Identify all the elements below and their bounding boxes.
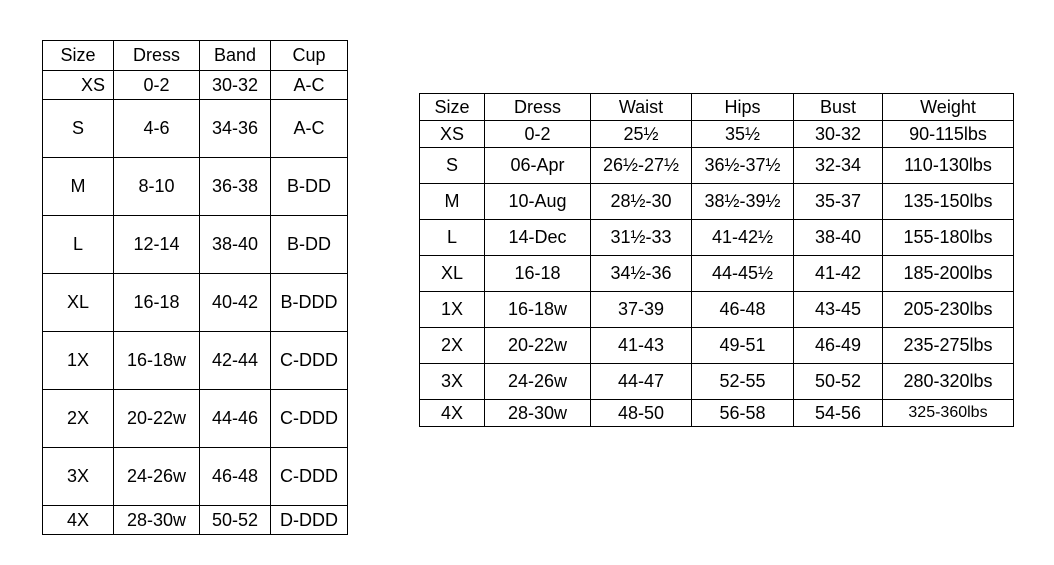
cell-weight: 205-230lbs xyxy=(883,292,1014,328)
column-header-waist: Waist xyxy=(591,94,692,121)
cell-cup: A-C xyxy=(271,71,348,100)
cell-size: M xyxy=(420,184,485,220)
column-header-size: Size xyxy=(43,41,114,71)
cell-waist: 48-50 xyxy=(591,400,692,427)
cell-size: L xyxy=(420,220,485,256)
cell-dress: 06-Apr xyxy=(485,148,591,184)
cell-hips: 49-51 xyxy=(692,328,794,364)
cell-waist: 37-39 xyxy=(591,292,692,328)
cell-size: 4X xyxy=(420,400,485,427)
cell-size: XS xyxy=(420,121,485,148)
table-row xyxy=(420,256,1014,292)
cell-size: 1X xyxy=(43,332,114,390)
cell-size: XL xyxy=(420,256,485,292)
column-header-size: Size xyxy=(420,94,485,121)
cell-dress: 16-18 xyxy=(114,274,200,332)
cell-waist: 25½ xyxy=(591,121,692,148)
cell-hips: 36½-37½ xyxy=(692,148,794,184)
cell-dress: 0-2 xyxy=(114,71,200,100)
cell-waist: 41-43 xyxy=(591,328,692,364)
cell-dress: 20-22w xyxy=(485,328,591,364)
column-header-hips: Hips xyxy=(692,94,794,121)
cell-dress: 20-22w xyxy=(114,390,200,448)
cell-band: 38-40 xyxy=(200,216,271,274)
cell-hips: 44-45½ xyxy=(692,256,794,292)
cell-hips: 35½ xyxy=(692,121,794,148)
cell-dress: 4-6 xyxy=(114,100,200,158)
cell-band: 50-52 xyxy=(200,506,271,535)
table-row xyxy=(43,100,348,158)
cell-dress: 28-30w xyxy=(114,506,200,535)
cell-dress: 16-18w xyxy=(114,332,200,390)
column-header-band: Band xyxy=(200,41,271,71)
cell-band: 30-32 xyxy=(200,71,271,100)
column-header-weight: Weight xyxy=(883,94,1014,121)
cell-bust: 54-56 xyxy=(794,400,883,427)
table-row xyxy=(43,274,348,332)
cell-size: 4X xyxy=(43,506,114,535)
cell-dress: 28-30w xyxy=(485,400,591,427)
cell-waist: 31½-33 xyxy=(591,220,692,256)
table-row xyxy=(43,506,348,535)
cell-size: 2X xyxy=(43,390,114,448)
cell-dress: 12-14 xyxy=(114,216,200,274)
cell-band: 40-42 xyxy=(200,274,271,332)
size-chart-measurements xyxy=(419,93,1014,427)
cell-size: 1X xyxy=(420,292,485,328)
cell-cup: D-DDD xyxy=(271,506,348,535)
table-row xyxy=(43,216,348,274)
column-header-dress: Dress xyxy=(114,41,200,71)
cell-hips: 38½-39½ xyxy=(692,184,794,220)
cell-size: XS xyxy=(43,71,114,100)
cell-bust: 43-45 xyxy=(794,292,883,328)
cell-waist: 26½-27½ xyxy=(591,148,692,184)
table-row xyxy=(420,220,1014,256)
cell-bust: 41-42 xyxy=(794,256,883,292)
table-row xyxy=(43,71,348,100)
cell-bust: 50-52 xyxy=(794,364,883,400)
column-header-bust: Bust xyxy=(794,94,883,121)
cell-size: 3X xyxy=(420,364,485,400)
cell-dress: 10-Aug xyxy=(485,184,591,220)
cell-size: S xyxy=(43,100,114,158)
table-header-row xyxy=(43,41,348,71)
cell-cup: C-DDD xyxy=(271,332,348,390)
cell-weight: 155-180lbs xyxy=(883,220,1014,256)
cell-band: 44-46 xyxy=(200,390,271,448)
cell-waist: 34½-36 xyxy=(591,256,692,292)
table-row xyxy=(420,328,1014,364)
table-row xyxy=(43,332,348,390)
cell-dress: 16-18 xyxy=(485,256,591,292)
cell-size: M xyxy=(43,158,114,216)
table-row xyxy=(420,184,1014,220)
cell-weight: 280-320lbs xyxy=(883,364,1014,400)
cell-cup: C-DDD xyxy=(271,390,348,448)
column-header-cup: Cup xyxy=(271,41,348,71)
cell-size: 2X xyxy=(420,328,485,364)
cell-bust: 35-37 xyxy=(794,184,883,220)
table-row xyxy=(43,158,348,216)
cell-dress: 0-2 xyxy=(485,121,591,148)
table-row xyxy=(43,448,348,506)
table-row xyxy=(420,364,1014,400)
cell-band: 36-38 xyxy=(200,158,271,216)
cell-weight: 185-200lbs xyxy=(883,256,1014,292)
cell-bust: 46-49 xyxy=(794,328,883,364)
cell-waist: 44-47 xyxy=(591,364,692,400)
table-row xyxy=(420,400,1014,427)
cell-size: 3X xyxy=(43,448,114,506)
cell-cup: B-DDD xyxy=(271,274,348,332)
cell-size: S xyxy=(420,148,485,184)
cell-hips: 41-42½ xyxy=(692,220,794,256)
cell-waist: 28½-30 xyxy=(591,184,692,220)
cell-band: 46-48 xyxy=(200,448,271,506)
cell-size: L xyxy=(43,216,114,274)
cell-cup: B-DD xyxy=(271,158,348,216)
table-row xyxy=(420,121,1014,148)
cell-dress: 24-26w xyxy=(485,364,591,400)
table-row xyxy=(420,292,1014,328)
cell-weight: 135-150lbs xyxy=(883,184,1014,220)
table-row xyxy=(420,148,1014,184)
cell-dress: 14-Dec xyxy=(485,220,591,256)
cell-cup: B-DD xyxy=(271,216,348,274)
cell-cup: C-DDD xyxy=(271,448,348,506)
column-header-dress: Dress xyxy=(485,94,591,121)
cell-weight: 325-360lbs xyxy=(883,400,1014,427)
cell-hips: 56-58 xyxy=(692,400,794,427)
table-header-row xyxy=(420,94,1014,121)
cell-size: XL xyxy=(43,274,114,332)
cell-bust: 32-34 xyxy=(794,148,883,184)
cell-band: 42-44 xyxy=(200,332,271,390)
cell-weight: 90-115lbs xyxy=(883,121,1014,148)
cell-bust: 30-32 xyxy=(794,121,883,148)
cell-hips: 46-48 xyxy=(692,292,794,328)
cell-bust: 38-40 xyxy=(794,220,883,256)
cell-band: 34-36 xyxy=(200,100,271,158)
cell-cup: A-C xyxy=(271,100,348,158)
cell-weight: 235-275lbs xyxy=(883,328,1014,364)
cell-hips: 52-55 xyxy=(692,364,794,400)
size-chart-dress-band-cup xyxy=(42,40,348,535)
cell-dress: 16-18w xyxy=(485,292,591,328)
cell-weight: 110-130lbs xyxy=(883,148,1014,184)
cell-dress: 24-26w xyxy=(114,448,200,506)
cell-dress: 8-10 xyxy=(114,158,200,216)
table-row xyxy=(43,390,348,448)
